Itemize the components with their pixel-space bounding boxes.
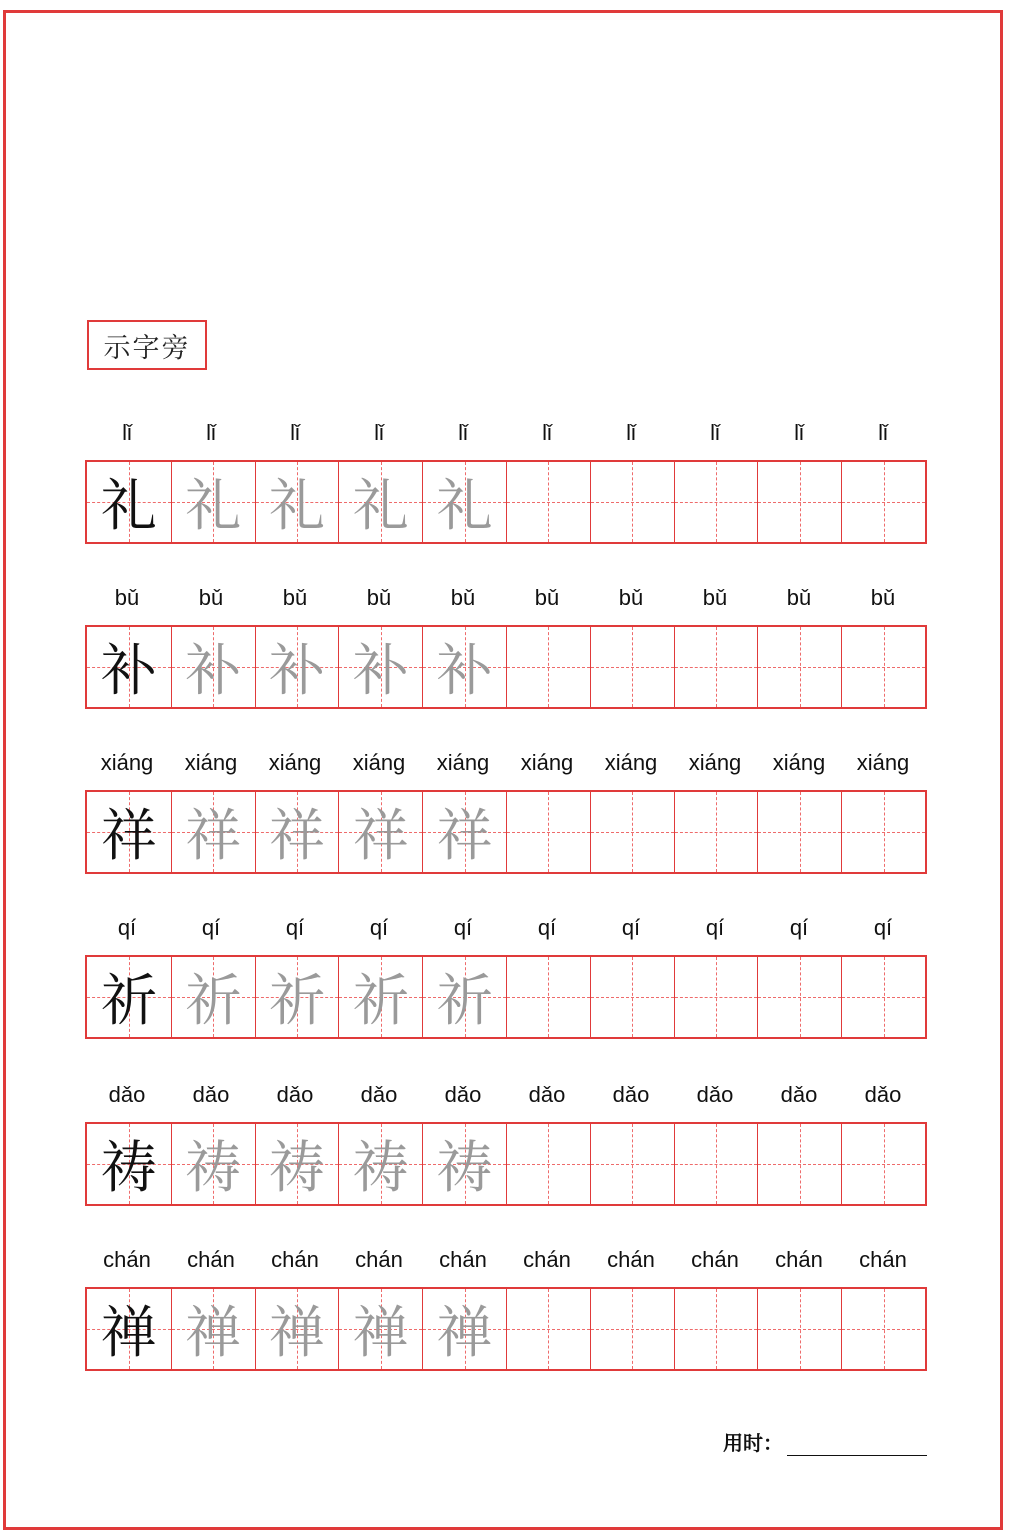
pinyin-label: xiáng <box>856 750 910 775</box>
pinyin-label: xiáng <box>688 750 742 775</box>
writing-cell[interactable] <box>171 1289 255 1369</box>
tianzige-grid <box>85 1287 927 1371</box>
pinyin-label: dǎo <box>360 1082 398 1107</box>
pinyin-label: chán <box>859 1247 907 1272</box>
trace-character: 补 <box>185 639 242 704</box>
trace-character: 禅 <box>185 1301 242 1366</box>
pinyin-label: bǔ <box>870 585 896 610</box>
trace-character: 补 <box>436 639 493 704</box>
pinyin-label: bǔ <box>198 585 224 610</box>
writing-cell[interactable] <box>590 1124 674 1204</box>
tianzige-grid <box>85 1122 927 1206</box>
writing-cell[interactable] <box>506 462 590 542</box>
trace-character: 祥 <box>352 804 409 869</box>
writing-cell[interactable] <box>87 1124 171 1204</box>
writing-cell[interactable] <box>171 627 255 707</box>
time-blank-line[interactable] <box>787 1431 927 1456</box>
practice-row <box>85 1247 927 1371</box>
pinyin-label: qí <box>537 915 557 940</box>
pinyin-label: qí <box>369 915 389 940</box>
writing-cell[interactable] <box>87 1289 171 1369</box>
writing-cell[interactable] <box>506 792 590 872</box>
writing-cell[interactable] <box>171 1124 255 1204</box>
writing-cell[interactable] <box>590 627 674 707</box>
pinyin-line <box>85 1247 927 1287</box>
pinyin-label: chán <box>523 1247 571 1272</box>
model-character: 祥 <box>100 804 157 869</box>
tianzige-grid <box>85 790 927 874</box>
writing-cell[interactable] <box>757 1289 841 1369</box>
writing-cell[interactable] <box>841 957 925 1037</box>
trace-character: 禅 <box>268 1301 325 1366</box>
practice-row <box>85 915 927 1039</box>
pinyin-label: lǐ <box>626 420 636 445</box>
pinyin-label: lǐ <box>794 420 804 445</box>
tianzige-grid <box>85 460 927 544</box>
writing-cell[interactable] <box>255 792 339 872</box>
trace-character: 祈 <box>268 969 325 1034</box>
writing-cell[interactable] <box>506 957 590 1037</box>
writing-cell[interactable] <box>674 1289 758 1369</box>
trace-character: 禅 <box>352 1301 409 1366</box>
pinyin-label: chán <box>187 1247 235 1272</box>
pinyin-label: chán <box>103 1247 151 1272</box>
pinyin-label: bǔ <box>786 585 812 610</box>
writing-cell[interactable] <box>255 1289 339 1369</box>
writing-cell[interactable] <box>506 1289 590 1369</box>
pinyin-label: lǐ <box>710 420 720 445</box>
pinyin-line <box>85 585 927 625</box>
pinyin-label: bǔ <box>534 585 560 610</box>
time-field <box>723 1427 927 1456</box>
writing-cell[interactable] <box>87 792 171 872</box>
pinyin-label: qí <box>789 915 809 940</box>
pinyin-label: dǎo <box>108 1082 146 1107</box>
pinyin-label: bǔ <box>282 585 308 610</box>
writing-cell[interactable] <box>422 792 506 872</box>
pinyin-label: dǎo <box>192 1082 230 1107</box>
pinyin-label: xiáng <box>604 750 658 775</box>
model-character: 祈 <box>100 969 157 1034</box>
writing-cell[interactable] <box>338 1289 422 1369</box>
pinyin-label: xiáng <box>520 750 574 775</box>
writing-cell[interactable] <box>674 957 758 1037</box>
writing-cell[interactable] <box>422 1124 506 1204</box>
trace-character: 祈 <box>352 969 409 1034</box>
trace-character: 祥 <box>436 804 493 869</box>
trace-character: 补 <box>268 639 325 704</box>
trace-character: 礼 <box>185 474 242 539</box>
model-character: 祷 <box>100 1136 157 1201</box>
pinyin-label: qí <box>285 915 305 940</box>
pinyin-line <box>85 420 927 460</box>
trace-character: 祥 <box>268 804 325 869</box>
practice-row <box>85 420 927 544</box>
pinyin-label: chán <box>439 1247 487 1272</box>
writing-cell[interactable] <box>841 792 925 872</box>
trace-character: 补 <box>352 639 409 704</box>
trace-character: 祷 <box>352 1136 409 1201</box>
trace-character: 祥 <box>185 804 242 869</box>
pinyin-label: bǔ <box>702 585 728 610</box>
pinyin-label: lǐ <box>206 420 216 445</box>
writing-cell[interactable] <box>841 1289 925 1369</box>
writing-cell[interactable] <box>757 957 841 1037</box>
pinyin-label: qí <box>705 915 725 940</box>
writing-cell[interactable] <box>338 792 422 872</box>
trace-character: 祈 <box>185 969 242 1034</box>
pinyin-label: xiáng <box>772 750 826 775</box>
pinyin-label: chán <box>607 1247 655 1272</box>
pinyin-label: lǐ <box>290 420 300 445</box>
writing-cell[interactable] <box>506 1124 590 1204</box>
writing-cell[interactable] <box>757 627 841 707</box>
pinyin-label: bǔ <box>114 585 140 610</box>
pinyin-label: chán <box>271 1247 319 1272</box>
practice-row <box>85 585 927 709</box>
model-character: 礼 <box>100 474 157 539</box>
writing-cell[interactable] <box>338 627 422 707</box>
pinyin-label: lǐ <box>542 420 552 445</box>
writing-cell[interactable] <box>590 957 674 1037</box>
pinyin-label: dǎo <box>444 1082 482 1107</box>
pinyin-label: xiáng <box>184 750 238 775</box>
writing-cell[interactable] <box>841 462 925 542</box>
writing-cell[interactable] <box>674 462 758 542</box>
writing-cell[interactable] <box>841 1124 925 1204</box>
writing-cell[interactable] <box>590 792 674 872</box>
writing-cell[interactable] <box>590 462 674 542</box>
trace-character: 禅 <box>436 1301 493 1366</box>
writing-cell[interactable] <box>171 957 255 1037</box>
writing-cell[interactable] <box>422 627 506 707</box>
model-character: 补 <box>100 639 157 704</box>
writing-cell[interactable] <box>506 627 590 707</box>
writing-cell[interactable] <box>338 1124 422 1204</box>
writing-cell[interactable] <box>674 627 758 707</box>
time-label: 用时： <box>723 1431 783 1455</box>
pinyin-label: dǎo <box>696 1082 734 1107</box>
pinyin-label: dǎo <box>612 1082 650 1107</box>
writing-cell[interactable] <box>338 462 422 542</box>
writing-cell[interactable] <box>674 1124 758 1204</box>
practice-row <box>85 1082 927 1206</box>
trace-character: 礼 <box>436 474 493 539</box>
pinyin-label: chán <box>775 1247 823 1272</box>
pinyin-line <box>85 915 927 955</box>
pinyin-label: bǔ <box>450 585 476 610</box>
writing-cell[interactable] <box>422 1289 506 1369</box>
section-label: 示字旁 <box>87 320 207 370</box>
writing-cell[interactable] <box>422 462 506 542</box>
writing-cell[interactable] <box>87 462 171 542</box>
trace-character: 祷 <box>268 1136 325 1201</box>
trace-character: 礼 <box>268 474 325 539</box>
pinyin-label: dǎo <box>864 1082 902 1107</box>
pinyin-label: xiáng <box>268 750 322 775</box>
pinyin-label: lǐ <box>122 420 132 445</box>
pinyin-label: lǐ <box>374 420 384 445</box>
tianzige-grid <box>85 625 927 709</box>
pinyin-label: dǎo <box>276 1082 314 1107</box>
pinyin-label: dǎo <box>780 1082 818 1107</box>
writing-cell[interactable] <box>338 957 422 1037</box>
pinyin-label: qí <box>621 915 641 940</box>
writing-cell[interactable] <box>255 1124 339 1204</box>
pinyin-label: qí <box>117 915 137 940</box>
pinyin-label: xiáng <box>100 750 154 775</box>
trace-character: 祷 <box>436 1136 493 1201</box>
pinyin-label: bǔ <box>366 585 392 610</box>
writing-cell[interactable] <box>171 462 255 542</box>
pinyin-label: qí <box>201 915 221 940</box>
pinyin-label: xiáng <box>436 750 490 775</box>
trace-character: 祈 <box>436 969 493 1034</box>
pinyin-line <box>85 750 927 790</box>
writing-cell[interactable] <box>841 627 925 707</box>
writing-cell[interactable] <box>757 1124 841 1204</box>
writing-cell[interactable] <box>87 957 171 1037</box>
writing-cell[interactable] <box>674 792 758 872</box>
pinyin-label: bǔ <box>618 585 644 610</box>
writing-cell[interactable] <box>757 462 841 542</box>
pinyin-label: chán <box>355 1247 403 1272</box>
model-character: 禅 <box>100 1301 157 1366</box>
writing-cell[interactable] <box>590 1289 674 1369</box>
trace-character: 礼 <box>352 474 409 539</box>
pinyin-label: qí <box>453 915 473 940</box>
writing-cell[interactable] <box>255 627 339 707</box>
writing-cell[interactable] <box>255 957 339 1037</box>
pinyin-label: lǐ <box>878 420 888 445</box>
practice-row <box>85 750 927 874</box>
writing-cell[interactable] <box>422 957 506 1037</box>
trace-character: 祷 <box>185 1136 242 1201</box>
writing-cell[interactable] <box>87 627 171 707</box>
writing-cell[interactable] <box>171 792 255 872</box>
pinyin-label: qí <box>873 915 893 940</box>
pinyin-line <box>85 1082 927 1122</box>
pinyin-label: dǎo <box>528 1082 566 1107</box>
writing-cell[interactable] <box>757 792 841 872</box>
pinyin-label: chán <box>691 1247 739 1272</box>
writing-cell[interactable] <box>255 462 339 542</box>
pinyin-label: xiáng <box>352 750 406 775</box>
pinyin-label: lǐ <box>458 420 468 445</box>
tianzige-grid <box>85 955 927 1039</box>
